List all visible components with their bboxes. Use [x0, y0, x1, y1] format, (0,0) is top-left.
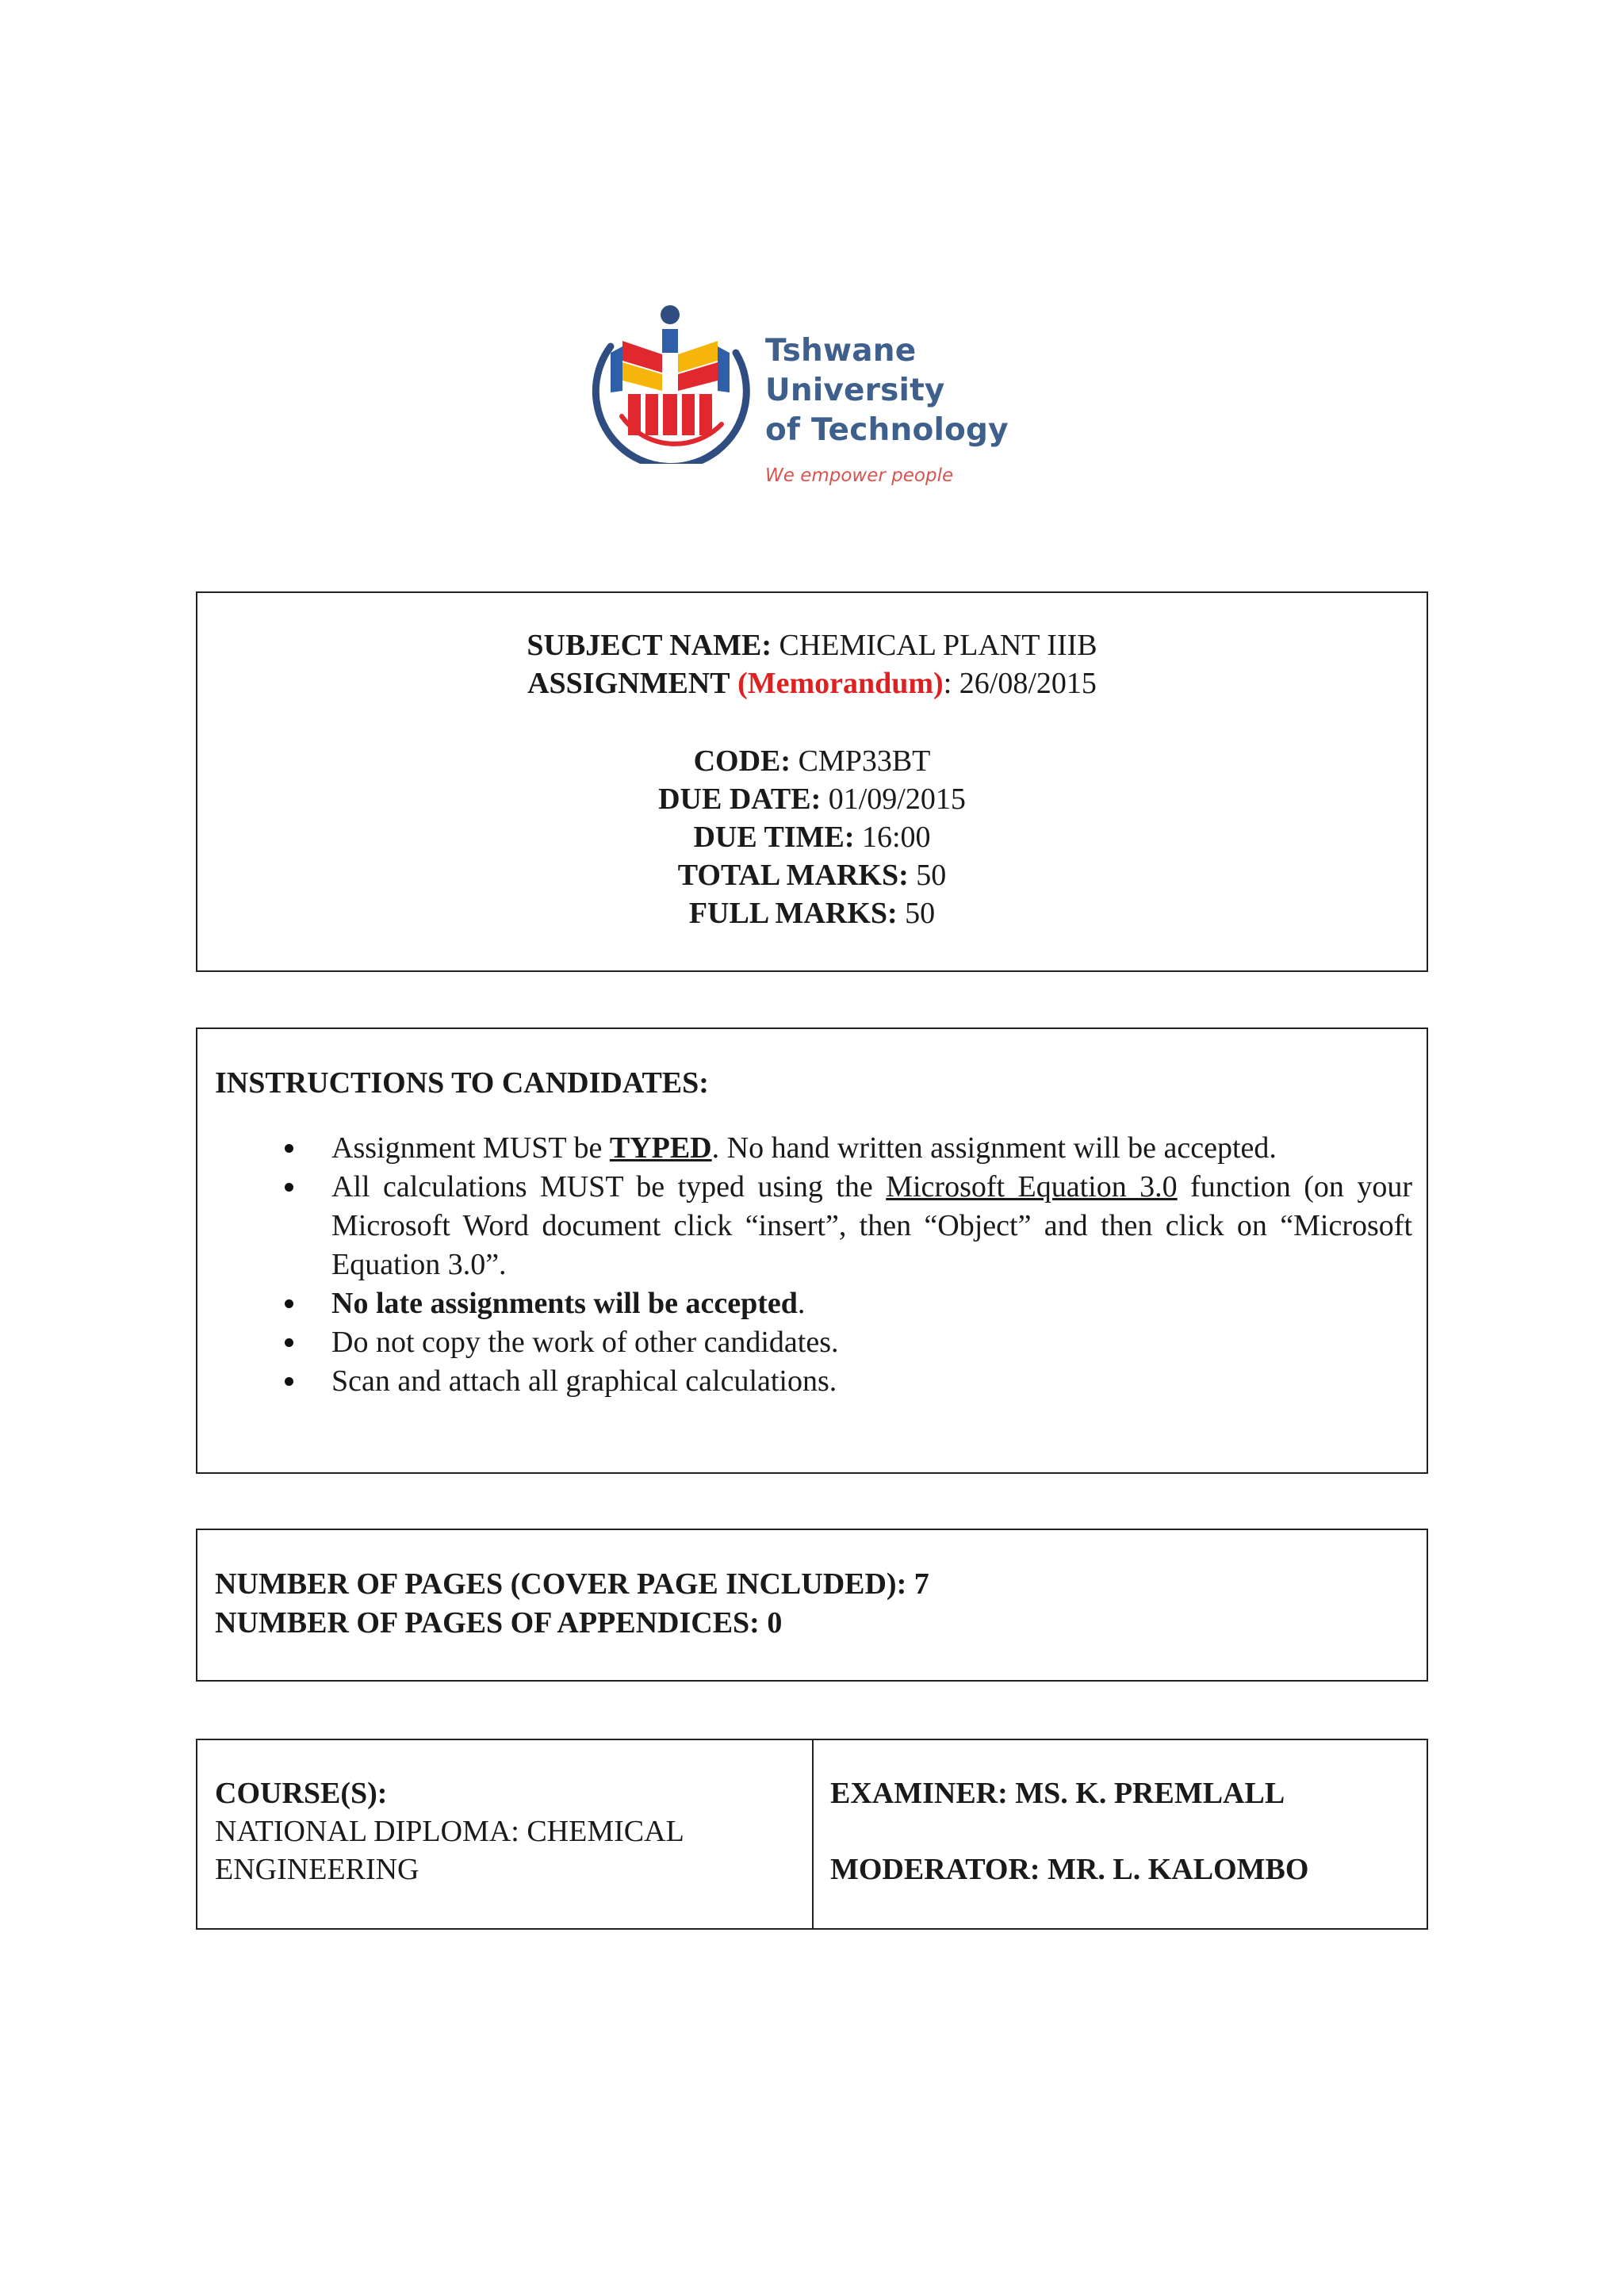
- instruction-2-pre: All calculations MUST be typed using the: [331, 1170, 887, 1203]
- instruction-2-equation-link: Microsoft Equation 3.0: [886, 1170, 1178, 1203]
- code-label: CODE:: [693, 744, 791, 778]
- code-value: CMP33BT: [798, 744, 931, 778]
- instruction-1-pre: Assignment MUST be: [331, 1131, 610, 1165]
- pages-info: [215, 1565, 929, 1643]
- logo-university-name-line2: of Technology: [765, 412, 1009, 448]
- course-info: [215, 1774, 684, 1888]
- full-marks-label: FULL MARKS:: [688, 897, 898, 930]
- subject-name-line: [197, 626, 1427, 664]
- course-label: COURSE(S):: [215, 1777, 388, 1810]
- logo-university-name-line1: Tshwane University: [765, 333, 945, 408]
- instruction-5: Scan and attach all graphical calculations.: [331, 1364, 837, 1398]
- course-cell: [197, 1740, 814, 1928]
- examiner: EXAMINER: MS. K. PREMLALL: [830, 1777, 1285, 1810]
- subject-box: [196, 591, 1428, 972]
- instruction-item: [215, 1323, 1412, 1362]
- moderator: MODERATOR: MR. L. KALOMBO: [830, 1853, 1309, 1886]
- examiner-cell: [830, 1774, 1308, 1888]
- instruction-4: Do not copy the work of other candidates.: [331, 1326, 839, 1359]
- instruction-item: [215, 1168, 1412, 1284]
- full-marks-value: 50: [905, 897, 936, 930]
- tut-emblem-icon: [587, 297, 753, 464]
- full-marks-line: [197, 894, 1427, 932]
- instruction-2-post: function (on your Microsoft Word document click “insert”, then “Object” and then click on “Microsoft Equation 3.0”.: [331, 1170, 1413, 1281]
- assignment-details: [197, 742, 1427, 932]
- number-of-appendices: NUMBER OF PAGES OF APPENDICES: 0: [215, 1606, 783, 1640]
- assignment-line: [197, 664, 1427, 702]
- total-marks-value: 50: [916, 859, 947, 892]
- total-marks-label: TOTAL MARKS:: [677, 859, 909, 892]
- due-time-line: [197, 818, 1427, 856]
- due-date-label: DUE DATE:: [658, 783, 822, 816]
- subject-name-value: CHEMICAL PLANT IIIB: [779, 629, 1097, 662]
- instruction-item: [215, 1284, 1412, 1323]
- instruction-1-typed: TYPED: [609, 1131, 712, 1165]
- instruction-3-post: .: [797, 1287, 806, 1320]
- due-time-value: 16:00: [861, 821, 931, 854]
- number-of-pages: NUMBER OF PAGES (COVER PAGE INCLUDED): 7: [215, 1567, 929, 1601]
- instructions-heading: INSTRUCTIONS TO CANDIDATES:: [215, 1066, 709, 1100]
- instructions-list: [215, 1129, 1412, 1401]
- assignment-memo-label: (Memorandum): [737, 667, 944, 700]
- course-name-line2: ENGINEERING: [215, 1853, 419, 1886]
- assignment-colon: :: [943, 667, 952, 700]
- subject-name-label: SUBJECT NAME:: [527, 629, 772, 662]
- logo-tagline: We empower people: [765, 465, 954, 486]
- logo-text: [765, 331, 1078, 487]
- code-line: [197, 742, 1427, 780]
- instructions-box: [196, 1027, 1428, 1474]
- course-box: [196, 1739, 1428, 1930]
- subject-header: [197, 626, 1427, 702]
- pages-box: [196, 1529, 1428, 1682]
- due-time-label: DUE TIME:: [693, 821, 855, 854]
- total-marks-line: [197, 856, 1427, 894]
- instruction-3-bold: No late assignments will be accepted: [331, 1287, 798, 1320]
- university-logo: [587, 297, 1078, 486]
- assignment-date: 26/08/2015: [959, 667, 1097, 700]
- instruction-item: [215, 1362, 1412, 1401]
- due-date-line: [197, 780, 1427, 818]
- assignment-label: ASSIGNMENT: [527, 667, 730, 700]
- due-date-value: 01/09/2015: [828, 783, 966, 816]
- instruction-item: [215, 1129, 1412, 1168]
- instruction-1-post: . No hand written assignment will be accepted.: [711, 1131, 1277, 1165]
- course-name-line1: NATIONAL DIPLOMA: CHEMICAL: [215, 1815, 684, 1848]
